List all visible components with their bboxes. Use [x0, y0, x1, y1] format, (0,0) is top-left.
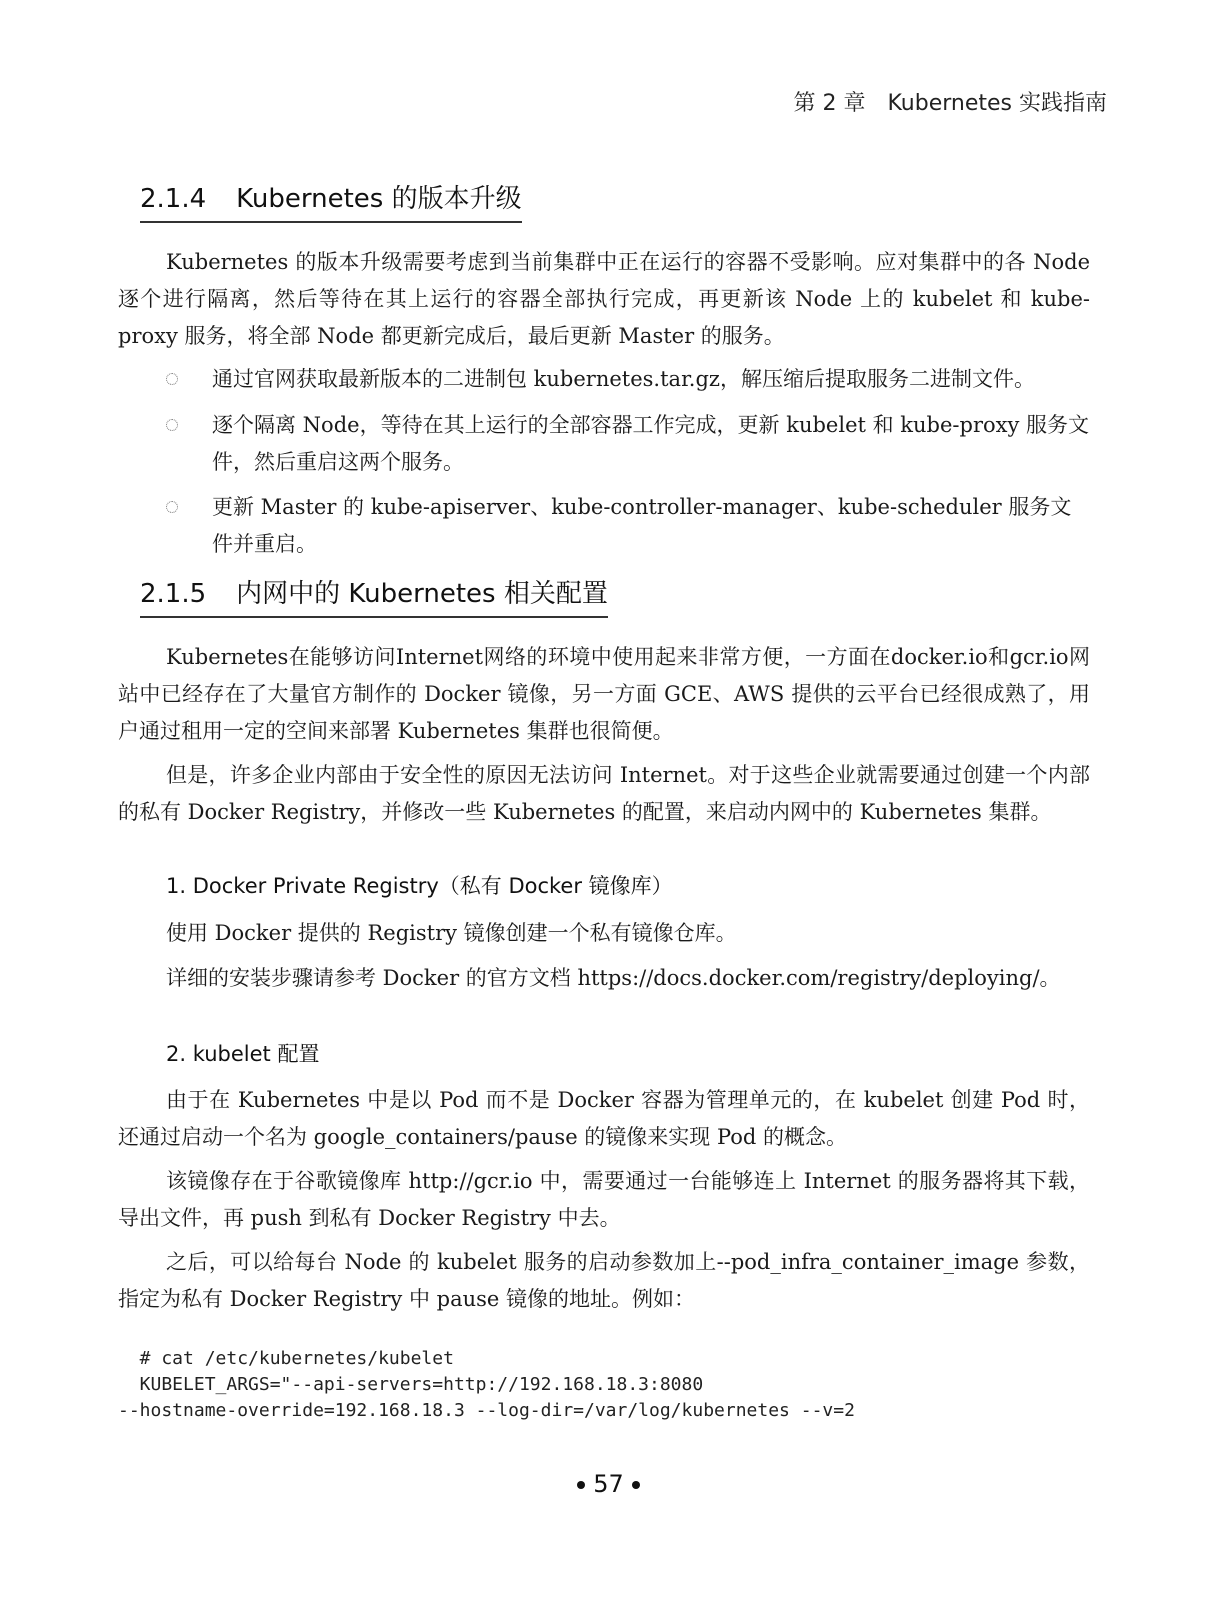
section-title: 内网中的 Kubernetes 相关配置 — [236, 579, 608, 609]
section-number: 2.1.4 — [140, 184, 207, 214]
bullet-icon — [166, 373, 178, 385]
section-heading-2-1-5 — [140, 573, 608, 618]
bullet-icon — [166, 501, 178, 513]
bullet-text: 逐个隔离 Node，等待在其上运行的全部容器工作完成，更新 kubelet 和 kube-proxy 服务文件，然后重启这两个服务。 — [212, 413, 1090, 474]
bullet-text: 更新 Master 的 kube-apiserver、kube-controller-manager、kube-scheduler 服务文件并重启。 — [212, 495, 1072, 556]
page-number — [0, 1470, 1217, 1498]
bullet-dot-right — [632, 1481, 640, 1489]
bullet-item — [166, 407, 1090, 481]
subheading-kubelet-config: 2. kubelet 配置 — [166, 1042, 320, 1066]
paragraph-kubelet-args: 之后，可以给每台 Node 的 kubelet 服务的启动参数加上--pod_infra_container_image 参数，指定为私有 Docker Registry 中 pause 镜像的地址。例如： — [118, 1250, 1090, 1311]
bullet-text: 通过官网获取最新版本的二进制包 kubernetes.tar.gz，解压缩后提取服务二进制文件。 — [212, 367, 1035, 391]
bullet-icon — [166, 419, 178, 431]
code-line: # cat /etc/kubernetes/kubelet — [118, 1348, 454, 1369]
paragraph-pause-download: 该镜像存在于谷歌镜像库 http://gcr.io 中，需要通过一台能够连上 Internet 的服务器将其下载，导出文件，再 push 到私有 Docker Registry 中去。 — [118, 1169, 1090, 1230]
subheading-private-registry: 1. Docker Private Registry（私有 Docker 镜像库） — [166, 874, 673, 898]
paragraph-pause-image: 由于在 Kubernetes 中是以 Pod 而不是 Docker 容器为管理单元的，在 kubelet 创建 Pod 时，还通过启动一个名为 google_containers/pause 的镜像来实现 Pod 的概念。 — [118, 1088, 1090, 1149]
paragraph-intranet-intro: Kubernetes在能够访问Internet网络的环境中使用起来非常方便，一方面在docker.io和gcr.io网站中已经存在了大量官方制作的 Docker 镜像，另一方面 GCE、AWS 提供的云平台已经很成熟了，用户通过租用一定的空间来部署 Kubernetes 集群也很简便。 — [118, 645, 1090, 743]
section-title: Kubernetes 的版本升级 — [236, 184, 522, 214]
code-line: KUBELET_ARGS="--api-servers=http://192.168.18.3:8080 — [118, 1374, 704, 1395]
code-block — [118, 1320, 1098, 1450]
section-heading-2-1-4 — [140, 178, 522, 223]
code-line: --hostname-override=192.168.18.3 --log-dir=/var/log/kubernetes --v=2 — [118, 1400, 855, 1421]
page-number-value: 57 — [593, 1470, 624, 1498]
paragraph-intranet-reason: 但是，许多企业内部由于安全性的原因无法访问 Internet。对于这些企业就需要通过创建一个内部的私有 Docker Registry，并修改一些 Kubernetes 的配置，来启动内网中的 Kubernetes 集群。 — [118, 763, 1090, 824]
bullet-item — [166, 489, 1090, 563]
paragraph-registry-create: 使用 Docker 提供的 Registry 镜像创建一个私有镜像仓库。 — [166, 921, 737, 945]
paragraph-upgrade-intro: Kubernetes 的版本升级需要考虑到当前集群中正在运行的容器不受影响。应对集群中的各 Node 逐个进行隔离，然后等待在其上运行的容器全部执行完成，再更新该 Node 上的 kubelet 和 kube-proxy 服务，将全部 Node 都更新完成后，最后更新 Master 的服务。 — [118, 250, 1090, 348]
bullet-dot-left — [577, 1481, 585, 1489]
bullet-item — [166, 361, 1090, 398]
paragraph-registry-docs: 详细的安装步骤请参考 Docker 的官方文档 https://docs.docker.com/registry/deploying/。 — [166, 966, 1061, 990]
section-number: 2.1.5 — [140, 579, 207, 609]
running-header: 第 2 章 Kubernetes 实践指南 — [793, 91, 1107, 116]
